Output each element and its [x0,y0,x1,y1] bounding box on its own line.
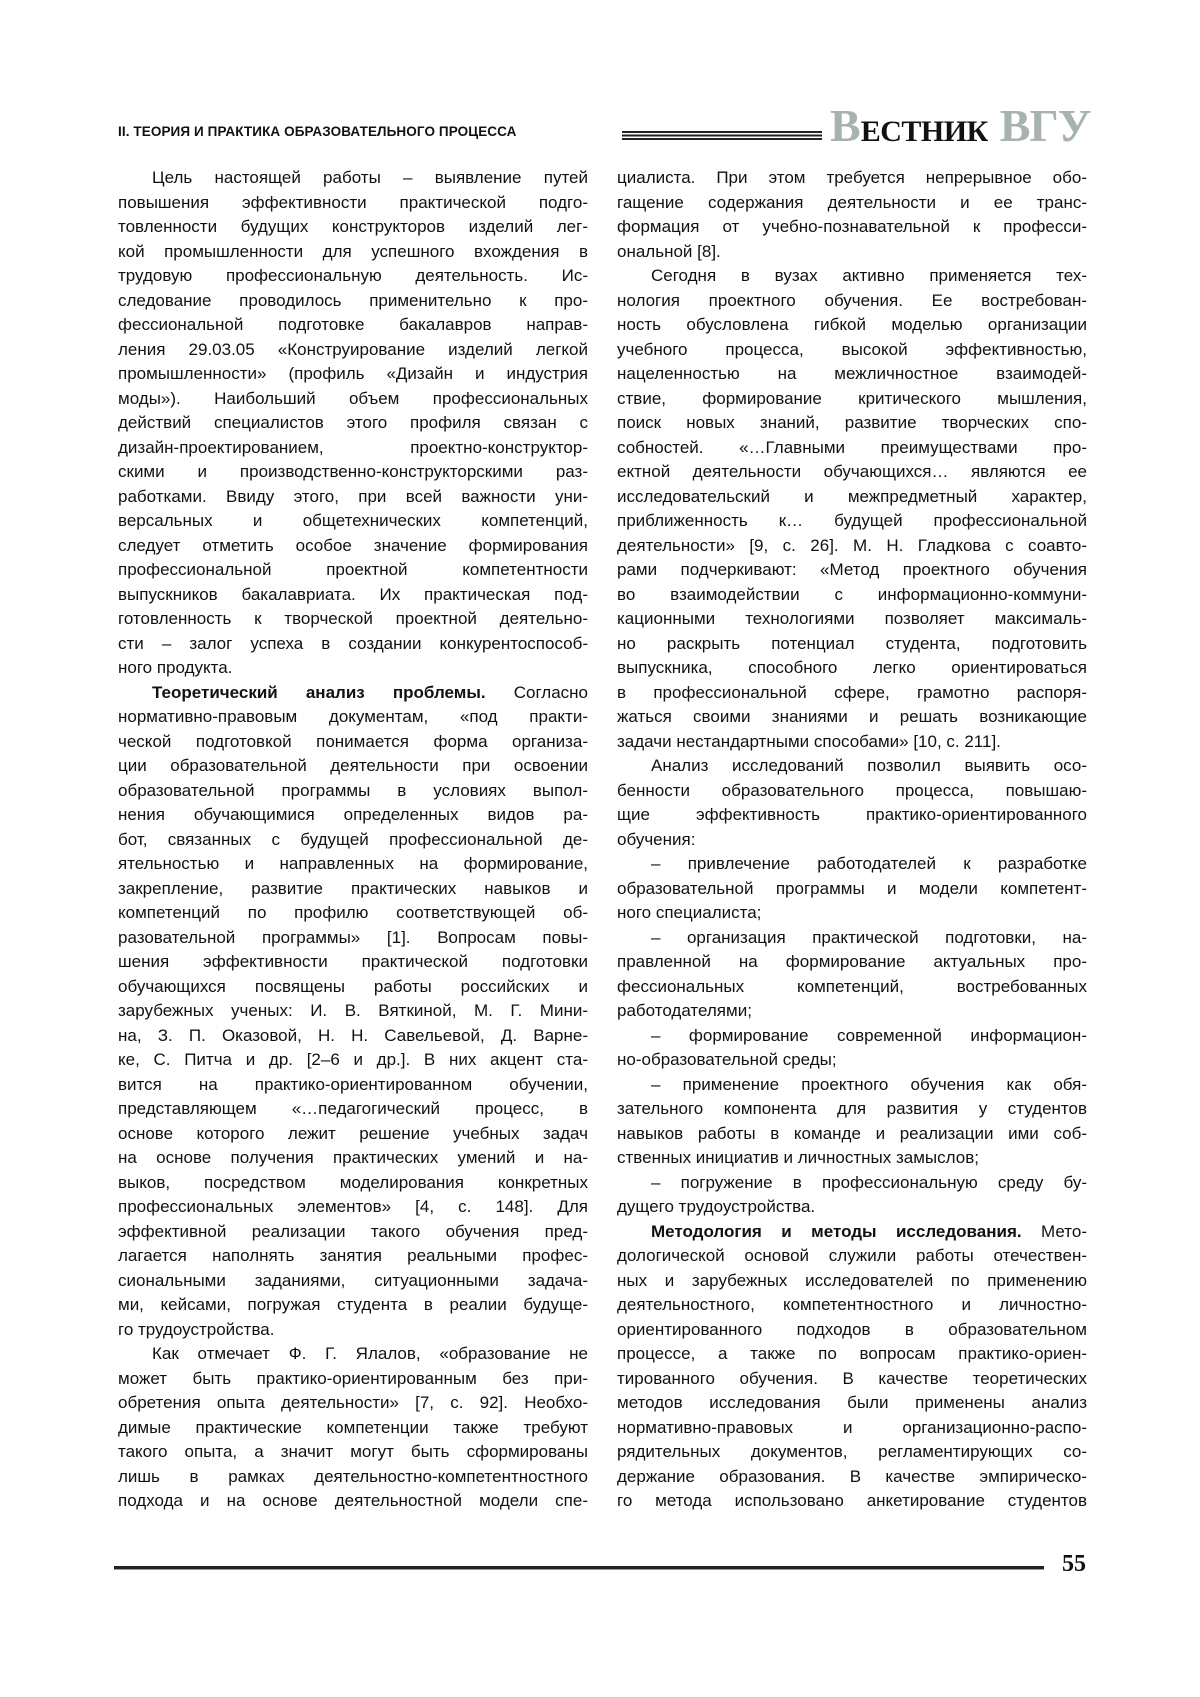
line-text: зарубежных ученых: И. В. Вяткиной, М. Г. Мини- [118,1001,588,1020]
line-text: нормативно-правовым документам, «под практи- [118,707,588,726]
line-text: правленной на формирование актуальных про- [617,952,1087,971]
line-text: образовательной программы в условиях выпол- [118,781,588,800]
text-line [118,1293,588,1318]
line-text: ятельностью и направленных на формирование, [118,854,588,873]
section-heading: Методология и методы исследования. [651,1222,1022,1241]
line-text: на, З. П. Оказовой, Н. Н. Савельевой, Д. Варне- [118,1026,588,1045]
line-text: бот, связанных с будущей профессиональной де- [118,830,588,849]
line-text: ции образовательной деятельности при освоении [118,756,588,775]
text-line [118,289,588,314]
logo-initial: В [830,100,861,151]
line-text: нацеленностью на межличностное взаимодей- [617,364,1087,383]
line-text: профессиональной проектной компетентности [118,560,588,579]
line-text: готовленность к творческой проектной деятельно- [118,609,588,628]
text-line [118,1048,588,1073]
text-line [617,1391,1087,1416]
text-line [118,950,588,975]
line-text: скими и производственно-конструкторскими раз- [118,462,588,481]
text-line [617,1146,1087,1171]
text-line [118,779,588,804]
text-line [617,901,1087,926]
text-line [617,509,1087,534]
text-line [617,1318,1087,1343]
line-text: поиск новых знаний, развитие творческих спо- [617,413,1087,432]
text-line [118,1024,588,1049]
text-line [118,877,588,902]
line-text: кационными технологиями позволяет максималь- [617,609,1087,628]
line-text: может быть практико-ориентированным без при- [118,1369,588,1388]
line-text: работодателями; [617,1001,752,1020]
line-text: щие эффективность практико-ориентированного [617,805,1087,824]
line-text: Сегодня в вузах активно применяется тех- [651,266,1087,285]
text-line [617,1440,1087,1465]
line-text: фессиональных компетенций, востребованных [617,977,1087,996]
line-text: ного специалиста; [617,903,761,922]
text-line [617,803,1087,828]
text-line [617,656,1087,681]
text-line [617,607,1087,632]
line-text: Анализ исследований позволил выявить осо- [651,756,1087,775]
text-line [118,411,588,436]
line-text: дущего трудоустройства. [617,1197,815,1216]
line-text: промышленности» (профиль «Дизайн и индустрия [118,364,588,383]
text-line [617,460,1087,485]
text-line [118,1195,588,1220]
text-line [617,1465,1087,1490]
text-line [118,1220,588,1245]
paragraph [617,1171,1087,1220]
line-text: в профессиональной сфере, грамотно распоря- [617,683,1087,702]
text-line [118,362,588,387]
line-text: исследовательский и межпредметный характер, [617,487,1087,506]
text-line [118,754,588,779]
text-line [118,1318,588,1343]
text-line [617,1367,1087,1392]
line-text: дизайн-проектированием, проектно-конструктор- [118,438,588,457]
line-text: во взаимодействии с информационно-коммуни- [617,585,1087,604]
text-line [617,558,1087,583]
text-line [118,534,588,559]
paragraph [617,926,1087,1024]
line-text: димые практические компетенции также требуют [118,1418,588,1437]
text-line [617,1269,1087,1294]
line-text: нормативно-правовых и организационно-распо- [617,1418,1087,1437]
line-text: профессиональных элементов» [4, с. 148]. Для [118,1197,588,1216]
text-line [118,1244,588,1269]
paragraph [617,264,1087,754]
text-line [118,852,588,877]
text-line [118,1489,588,1514]
text-line [118,681,588,706]
paragraph [118,166,588,681]
text-line [118,1391,588,1416]
paragraph [617,1024,1087,1073]
line-text: ке, С. Питча и др. [2–6 и др.]. В них акцент ста- [118,1050,588,1069]
line-text: Мето- [1022,1222,1087,1241]
line-text: подхода и на основе деятельностной модели спе- [118,1491,588,1510]
line-text: процессе, а также по вопросам практико-ориен- [617,1344,1087,1363]
text-line [118,1122,588,1147]
text-line [118,901,588,926]
line-text: следует отметить особое значение формирования [118,536,588,555]
line-text: формация от учебно-познавательной к професси- [617,217,1087,236]
line-text: ориентированного подходов в образовательном [617,1320,1087,1339]
paragraph [617,754,1087,852]
text-line [617,191,1087,216]
text-line [617,828,1087,853]
text-line [617,999,1087,1024]
line-text: Как отмечает Ф. Г. Ялалов, «образование не [152,1344,588,1363]
line-text: трудовую профессиональную деятельность. Ис- [118,266,588,285]
line-text: тированного обучения. В качестве теоретических [617,1369,1087,1388]
line-text: закрепление, развитие практических навыков и [118,879,588,898]
text-line [118,583,588,608]
line-text: ного продукта. [118,658,232,677]
line-text: – организация практической подготовки, на- [651,928,1087,947]
text-line [617,1220,1087,1245]
text-line [617,1171,1087,1196]
section-title: II. ТЕОРИЯ И ПРАКТИКА ОБРАЗОВАТЕЛЬНОГО ПРОЦЕССА [118,124,517,139]
text-line [617,1097,1087,1122]
line-text: работками. Ввиду этого, при всей важности уни- [118,487,588,506]
line-text: учебного процесса, высокой эффективностью, [617,340,1087,359]
text-line [118,1416,588,1441]
journal-logo [830,103,1091,149]
line-text: сиональными заданиями, ситуационными задача- [118,1271,588,1290]
line-text: циалиста. При этом требуется непрерывное обо- [617,168,1087,187]
section-heading: Теоретический анализ проблемы. [152,683,486,702]
text-line [118,240,588,265]
text-line [118,730,588,755]
footer-rule [114,1566,1044,1570]
line-text: такого опыта, а значит могут быть сформированы [118,1442,588,1461]
line-text: компетенций по профилю соответствующей об- [118,903,588,922]
text-line [617,362,1087,387]
text-line [617,264,1087,289]
line-text: ческой подготовкой понимается форма организа- [118,732,588,751]
line-text: рядительных документов, регламентирующих со- [617,1442,1087,1461]
text-line [617,240,1087,265]
left-column [118,166,588,1514]
text-line [118,803,588,828]
text-line [118,264,588,289]
text-line [118,485,588,510]
text-line [118,436,588,461]
paragraph [617,852,1087,926]
paragraph [617,166,1087,264]
text-line [118,1269,588,1294]
text-line [617,1416,1087,1441]
line-text: деятельностного, компетентностного и личностно- [617,1295,1087,1314]
line-text: нения обучающимися определенных видов ра- [118,805,588,824]
text-line [617,950,1087,975]
line-text: собностей. «…Главными преимуществами про- [617,438,1087,457]
text-line [617,632,1087,657]
text-line [118,387,588,412]
line-text: гащение содержания деятельности и ее транс- [617,193,1087,212]
line-text: образовательной программы и модели компетент- [617,879,1087,898]
line-text: моды»). Наибольший объем профессиональных [118,389,588,408]
line-text: разовательной программы» [1]. Вопросам повы- [118,928,588,947]
text-line [617,975,1087,1000]
line-text: ственных инициатив и личностных замыслов; [617,1148,979,1167]
text-line [118,1465,588,1490]
line-text: Согласно [486,683,588,702]
line-text: ональной [8]. [617,242,721,261]
line-text: Цель настоящей работы – выявление путей [152,168,588,187]
text-line [118,1073,588,1098]
text-line [118,1146,588,1171]
line-text: но раскрыть потенциал студента, подготовить [617,634,1087,653]
line-text: лагается наполнять занятия реальными профес- [118,1246,588,1265]
line-text: – привлечение работодателей к разработке [651,854,1087,873]
text-line [617,338,1087,363]
line-text: деятельности» [9, с. 26]. М. Н. Гладкова с соавто- [617,536,1087,555]
text-line [118,509,588,534]
text-line [617,1122,1087,1147]
text-line [617,705,1087,730]
text-line [617,1342,1087,1367]
line-text: обучения: [617,830,695,849]
text-line [118,926,588,951]
line-text: вится на практико-ориентированном обучении, [118,1075,588,1094]
line-text: обретения опыта деятельности» [7, с. 92]. Необхо- [118,1393,588,1412]
text-line [617,681,1087,706]
line-text: представляющем «…педагогический процесс, в [118,1099,588,1118]
line-text: жаться своими знаниями и решать возникающие [617,707,1087,726]
line-text: кой промышленности для успешного вхождения в [118,242,588,261]
text-line [617,1489,1087,1514]
paragraph [118,681,588,1343]
text-line [617,754,1087,779]
text-line [118,828,588,853]
text-line [617,852,1087,877]
text-line [118,1367,588,1392]
line-text: выпускника, способного легко ориентироваться [617,658,1087,677]
line-text: – погружение в профессиональную среду бу- [651,1173,1087,1192]
line-text: эффективной реализации такого обучения пред- [118,1222,588,1241]
text-line [118,999,588,1024]
text-line [617,436,1087,461]
logo-suffix: ВГУ [1000,100,1091,151]
line-text: дологической основой служили работы отечествен- [617,1246,1087,1265]
text-line [617,289,1087,314]
line-text: бенности образовательного процесса, повышаю- [617,781,1087,800]
line-text: повышения эффективности практической подго- [118,193,588,212]
line-text: фессиональной подготовке бакалавров направ- [118,315,588,334]
text-line [617,1024,1087,1049]
text-line [617,1195,1087,1220]
text-line [118,1171,588,1196]
line-text: зательного компонента для развития у студентов [617,1099,1087,1118]
line-text: задачи нестандартными способами» [10, с. 211]. [617,732,1001,751]
line-text: – применение проектного обучения как обя- [651,1075,1087,1094]
line-text: шения эффективности практической подготовки [118,952,588,971]
line-text: действий специалистов этого профиля связан с [118,413,588,432]
line-text: методов исследования были применены анализ [617,1393,1087,1412]
text-line [617,215,1087,240]
line-text: на основе получения практических умений и на- [118,1148,588,1167]
text-line [617,1244,1087,1269]
line-text: товленности будущих конструкторов изделий лег- [118,217,588,236]
text-line [118,1342,588,1367]
line-text: но-образовательной среды; [617,1050,837,1069]
text-line [118,632,588,657]
line-text: держание образования. В качестве эмпирическо- [617,1467,1087,1486]
line-text: ми, кейсами, погружая студента в реалии будуще- [118,1295,588,1314]
line-text: ствие, формирование критического мышления, [617,389,1087,408]
text-line [617,779,1087,804]
line-text: ектной деятельности обучающихся… являются ее [617,462,1087,481]
text-line [118,191,588,216]
line-text: сти – залог успеха в создании конкурентоспособ- [118,634,588,653]
line-text: ления 29.03.05 «Конструирование изделий легкой [118,340,588,359]
text-line [617,583,1087,608]
text-line [617,877,1087,902]
text-line [118,607,588,632]
line-text: ность обусловлена гибкой моделью организации [617,315,1087,334]
line-text: основе которого лежит решение учебных задач [118,1124,588,1143]
line-text: версальных и общетехнических компетенций, [118,511,588,530]
paragraph [118,1342,588,1514]
text-line [617,1048,1087,1073]
line-text: ных и зарубежных исследователей по применению [617,1271,1087,1290]
line-text: го метода использовано анкетирование студентов [617,1491,1087,1510]
text-line [118,558,588,583]
text-line [118,460,588,485]
text-line [617,1073,1087,1098]
line-text: навыков работы в команде и реализации ими соб- [617,1124,1087,1143]
text-line [118,705,588,730]
text-line [118,975,588,1000]
logo-word: ЕСТНИК [861,115,988,148]
text-line [617,1293,1087,1318]
text-line [118,215,588,240]
text-line [617,485,1087,510]
paragraph [617,1220,1087,1514]
line-text: лишь в рамках деятельностно-компетентностного [118,1467,588,1486]
line-text: нология проектного обучения. Ее востребован- [617,291,1087,310]
line-text: рами подчеркивают: «Метод проектного обучения [617,560,1087,579]
text-line [118,1097,588,1122]
line-text: выпускников бакалавриата. Их практическая под- [118,585,588,604]
text-line [617,730,1087,755]
text-line [617,534,1087,559]
text-line [617,926,1087,951]
page-number: 55 [1062,1551,1086,1578]
line-text: обучающихся посвящены работы российских и [118,977,588,996]
header-rule [622,131,822,140]
text-line [617,313,1087,338]
line-text: приближенность к… будущей профессиональной [617,511,1087,530]
text-line [617,387,1087,412]
text-line [118,166,588,191]
text-line [118,1440,588,1465]
text-line [617,411,1087,436]
right-column [617,166,1087,1514]
line-text: выков, посредством моделирования конкретных [118,1173,588,1192]
line-text: – формирование современной информацион- [651,1026,1087,1045]
text-line [617,166,1087,191]
text-line [118,313,588,338]
line-text: го трудоустройства. [118,1320,274,1339]
paragraph [617,1073,1087,1171]
line-text: следование проводилось применительно к про- [118,291,588,310]
text-line [118,656,588,681]
text-line [118,338,588,363]
